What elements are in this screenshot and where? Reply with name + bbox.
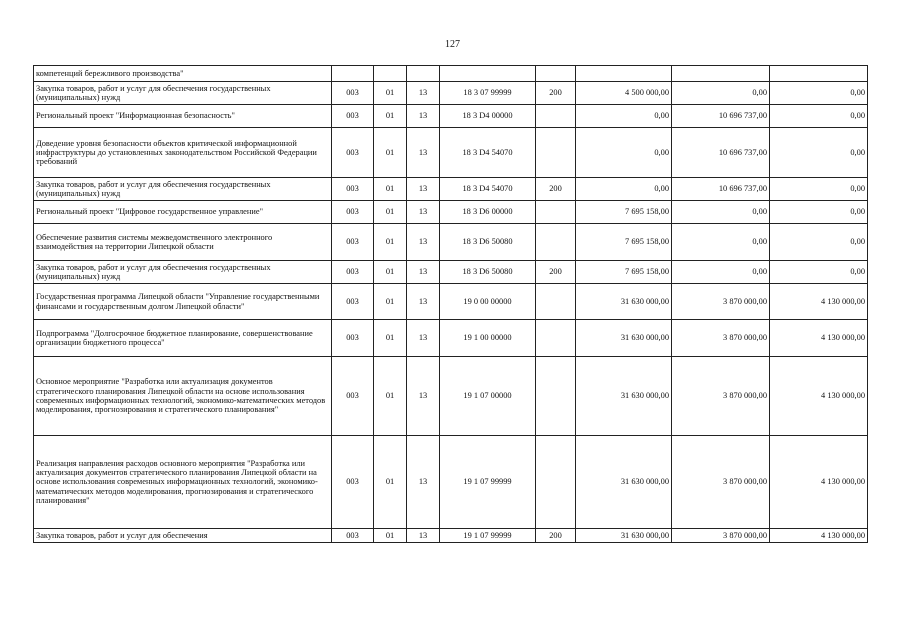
table-body [34,66,868,543]
row-expense-type: 200 [536,82,576,105]
row-amount-year-1: 0,00 [576,128,672,178]
row-section-code: 01 [374,261,407,284]
row-section-code: 01 [374,436,407,529]
row-name: Региональный проект "Информационная безопасность" [34,105,332,128]
row-amount-year-1: 4 500 000,00 [576,82,672,105]
row-target-article: 18 3 D4 54070 [440,128,536,178]
row-name: Закупка товаров, работ и услуг для обеспечения [34,529,332,543]
row-target-article: 19 1 07 99999 [440,529,536,543]
row-amount-year-1: 31 630 000,00 [576,357,672,436]
row-expense-type: 200 [536,178,576,201]
budget-table [33,65,868,543]
row-amount-year-1: 31 630 000,00 [576,320,672,357]
row-admin-code: 003 [332,105,374,128]
row-expense-type [536,201,576,224]
row-section-code: 01 [374,201,407,224]
row-admin-code: 003 [332,82,374,105]
row-admin-code: 003 [332,178,374,201]
row-amount-year-2: 0,00 [672,201,770,224]
row-amount-year-1: 7 695 158,00 [576,224,672,261]
table-row [34,82,868,105]
table-row [34,320,868,357]
table-row [34,357,868,436]
row-amount-year-3: 4 130 000,00 [770,357,868,436]
row-amount-year-3: 0,00 [770,128,868,178]
row-amount-year-2 [672,66,770,82]
row-amount-year-3: 4 130 000,00 [770,436,868,529]
table-row [34,178,868,201]
row-amount-year-3: 0,00 [770,224,868,261]
row-subsection-code: 13 [407,178,440,201]
row-target-article: 18 3 D4 00000 [440,105,536,128]
row-amount-year-1: 7 695 158,00 [576,201,672,224]
row-amount-year-1: 7 695 158,00 [576,261,672,284]
row-subsection-code: 13 [407,201,440,224]
row-amount-year-2: 0,00 [672,82,770,105]
row-amount-year-3 [770,66,868,82]
row-amount-year-2: 0,00 [672,224,770,261]
row-target-article: 19 1 07 99999 [440,436,536,529]
table-row [34,529,868,543]
row-amount-year-3: 0,00 [770,201,868,224]
row-target-article: 19 0 00 00000 [440,284,536,320]
row-target-article: 18 3 D6 50080 [440,261,536,284]
row-name: Реализация направления расходов основного мероприятия "Разработка или актуализация документов стратегического планирования Липецкой области на основе использования современных информационных технологий, экономико-математических методов моделирования, прогнозирования и стратегического планирования" [34,436,332,529]
row-target-article: 18 3 D6 00000 [440,201,536,224]
row-subsection-code: 13 [407,128,440,178]
row-expense-type [536,66,576,82]
row-subsection-code: 13 [407,320,440,357]
table-row [34,284,868,320]
row-section-code: 01 [374,105,407,128]
row-section-code: 01 [374,224,407,261]
row-amount-year-3: 4 130 000,00 [770,529,868,543]
row-admin-code: 003 [332,201,374,224]
row-amount-year-2: 3 870 000,00 [672,284,770,320]
row-amount-year-2: 3 870 000,00 [672,357,770,436]
row-subsection-code: 13 [407,436,440,529]
table-row [34,224,868,261]
row-name: Доведение уровня безопасности объектов критической информационной инфраструктуры до установленных законодательством Российской Федерации требований [34,128,332,178]
row-subsection-code: 13 [407,224,440,261]
row-subsection-code: 13 [407,82,440,105]
page-number: 127 [445,39,460,50]
row-expense-type [536,105,576,128]
table-row [34,66,868,82]
row-target-article: 19 1 00 00000 [440,320,536,357]
row-amount-year-1: 31 630 000,00 [576,529,672,543]
table-row [34,105,868,128]
row-name: Закупка товаров, работ и услуг для обеспечения государственных (муниципальных) нужд [34,82,332,105]
row-amount-year-3: 4 130 000,00 [770,284,868,320]
row-amount-year-3: 0,00 [770,261,868,284]
row-amount-year-3: 0,00 [770,82,868,105]
row-expense-type: 200 [536,529,576,543]
row-section-code: 01 [374,178,407,201]
row-admin-code [332,66,374,82]
row-name: Закупка товаров, работ и услуг для обеспечения государственных (муниципальных) нужд [34,178,332,201]
row-name: компетенций бережливого производства" [34,66,332,82]
row-section-code: 01 [374,82,407,105]
row-amount-year-2: 3 870 000,00 [672,320,770,357]
row-amount-year-1: 0,00 [576,105,672,128]
row-amount-year-1: 31 630 000,00 [576,284,672,320]
row-amount-year-1: 31 630 000,00 [576,436,672,529]
table-row [34,201,868,224]
row-admin-code: 003 [332,128,374,178]
row-subsection-code: 13 [407,357,440,436]
table-row [34,436,868,529]
row-amount-year-1: 0,00 [576,178,672,201]
row-admin-code: 003 [332,436,374,529]
row-admin-code: 003 [332,320,374,357]
row-name: Региональный проект "Цифровое государственное управление" [34,201,332,224]
row-expense-type [536,436,576,529]
row-expense-type: 200 [536,261,576,284]
table-row [34,261,868,284]
row-name: Обеспечение развития системы межведомственного электронного взаимодействия на территории Липецкой области [34,224,332,261]
row-name: Основное мероприятие "Разработка или актуализация документов стратегического планирования Липецкой области на основе использования современных информационных технологий, экономико-математических методов моделирования, прогнозирования и стратегического планирования" [34,357,332,436]
row-section-code: 01 [374,128,407,178]
row-admin-code: 003 [332,261,374,284]
row-amount-year-2: 0,00 [672,261,770,284]
row-admin-code: 003 [332,224,374,261]
row-expense-type [536,320,576,357]
row-expense-type [536,128,576,178]
row-amount-year-3: 0,00 [770,105,868,128]
row-amount-year-1 [576,66,672,82]
row-subsection-code: 13 [407,284,440,320]
row-amount-year-2: 3 870 000,00 [672,529,770,543]
row-amount-year-3: 4 130 000,00 [770,320,868,357]
row-section-code: 01 [374,357,407,436]
row-target-article: 18 3 D4 54070 [440,178,536,201]
row-section-code: 01 [374,284,407,320]
row-name: Подпрограмма "Долгосрочное бюджетное планирование, совершенствование организации бюджетного процесса" [34,320,332,357]
row-subsection-code: 13 [407,529,440,543]
row-section-code: 01 [374,320,407,357]
row-amount-year-2: 10 696 737,00 [672,105,770,128]
row-admin-code: 003 [332,529,374,543]
row-amount-year-2: 10 696 737,00 [672,178,770,201]
row-section-code [374,66,407,82]
row-subsection-code: 13 [407,105,440,128]
row-admin-code: 003 [332,284,374,320]
row-subsection-code [407,66,440,82]
row-target-article [440,66,536,82]
row-target-article: 18 3 D6 50080 [440,224,536,261]
row-amount-year-2: 3 870 000,00 [672,436,770,529]
row-target-article: 19 1 07 00000 [440,357,536,436]
row-admin-code: 003 [332,357,374,436]
row-amount-year-2: 10 696 737,00 [672,128,770,178]
row-subsection-code: 13 [407,261,440,284]
row-amount-year-3: 0,00 [770,178,868,201]
row-target-article: 18 3 07 99999 [440,82,536,105]
row-expense-type [536,357,576,436]
row-name: Государственная программа Липецкой области "Управление государственными финансами и государственным долгом Липецкой области" [34,284,332,320]
row-expense-type [536,284,576,320]
table-row [34,128,868,178]
row-section-code: 01 [374,529,407,543]
row-expense-type [536,224,576,261]
row-name: Закупка товаров, работ и услуг для обеспечения государственных (муниципальных) нужд [34,261,332,284]
